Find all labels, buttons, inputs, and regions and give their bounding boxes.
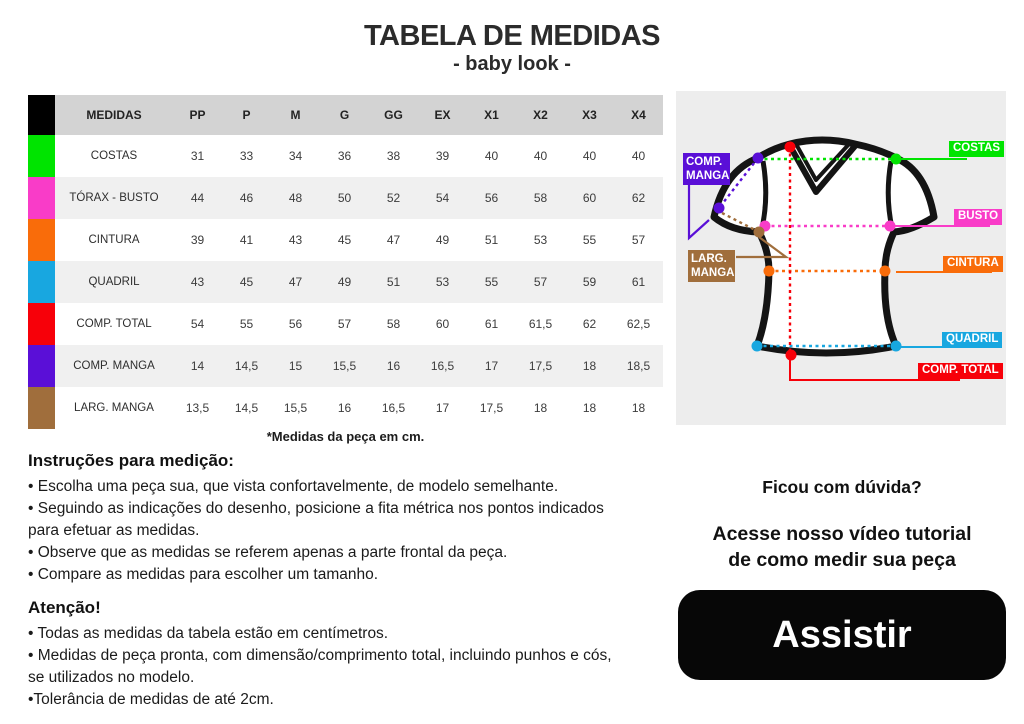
column-header-size: PP: [173, 95, 222, 135]
column-header-size: G: [320, 95, 369, 135]
measurement-value: 62,5: [626, 317, 651, 331]
measurement-value: 43: [190, 275, 205, 289]
measurement-value: 18: [533, 401, 548, 415]
row-color-swatch: [28, 219, 55, 261]
measurement-value: 54: [190, 317, 205, 331]
measurement-value: 56: [484, 191, 499, 205]
measurement-value: 14,5: [234, 401, 259, 415]
table-footnote: *Medidas da peça em cm.: [266, 429, 425, 444]
diagram-label-comp-manga: COMP. MANGA: [683, 153, 730, 185]
left-hip-point: [752, 341, 763, 352]
measurement-value: 15,5: [283, 401, 308, 415]
comp-manga-pointer: [689, 178, 709, 238]
measurement-value: 55: [582, 233, 597, 247]
row-label: CINTURA: [88, 234, 140, 246]
column-header-size: P: [222, 95, 271, 135]
underarm-point: [754, 227, 765, 238]
measurement-value: 59: [582, 275, 597, 289]
help-question: Ficou com dúvida?: [762, 477, 922, 497]
measurement-value: 43: [288, 233, 303, 247]
left-waist-point: [764, 266, 775, 277]
column-header-size: M: [271, 95, 320, 135]
right-shoulder-point: [891, 154, 902, 165]
size-table-body: [28, 135, 663, 429]
bullet-item: • Escolha uma peça sua, que vista confortavelmente, de modelo semelhante.: [28, 478, 559, 495]
measurement-value: 57: [337, 317, 352, 331]
column-header-size: EX: [418, 95, 467, 135]
measurement-value: 45: [239, 275, 254, 289]
instructions-list: [28, 476, 628, 586]
page-subtitle: - baby look -: [453, 53, 571, 75]
row-label: QUADRIL: [88, 276, 140, 288]
measurement-value: 13,5: [185, 401, 210, 415]
help-cta-line1: Acesse nosso vídeo tutorial: [712, 523, 972, 545]
measurement-value: 36: [337, 149, 352, 163]
watch-video-button[interactable]: Assistir: [678, 590, 1006, 680]
table-row: [28, 135, 663, 177]
measurement-value: 46: [239, 191, 254, 205]
measurement-value: 53: [533, 233, 548, 247]
row-color-swatch: [28, 177, 55, 219]
measurement-value: 45: [337, 233, 352, 247]
table-row: [28, 177, 663, 219]
measurement-value: 47: [288, 275, 303, 289]
table-row: [28, 345, 663, 387]
measurement-value: 39: [190, 233, 205, 247]
measurement-value: 15,5: [332, 359, 357, 373]
column-header-size: X1: [467, 95, 516, 135]
measurement-value: 16: [337, 401, 352, 415]
diagram-label-cintura: CINTURA: [943, 256, 1003, 272]
right-waist-point: [880, 266, 891, 277]
measurement-value: 17: [435, 401, 450, 415]
table-row: [28, 387, 663, 429]
table-row: [28, 303, 663, 345]
measurement-value: 18: [582, 359, 597, 373]
instructions-heading: Instruções para medição:: [28, 451, 234, 470]
diagram-label-busto: BUSTO: [954, 209, 1002, 225]
measurement-value: 62: [631, 191, 646, 205]
row-color-swatch: [28, 387, 55, 429]
measurement-value: 16,5: [381, 401, 406, 415]
measurement-value: 48: [288, 191, 303, 205]
column-header-size: X4: [614, 95, 663, 135]
measurement-value: 55: [239, 317, 254, 331]
column-header-size: X3: [565, 95, 614, 135]
row-color-swatch: [28, 345, 55, 387]
measurement-value: 54: [435, 191, 450, 205]
measurement-value: 38: [386, 149, 401, 163]
measurement-value: 31: [190, 149, 205, 163]
row-label: COMP. MANGA: [73, 360, 155, 372]
bullet-item: • Compare as medidas para escolher um tamanho.: [28, 566, 379, 583]
collar-point: [785, 142, 796, 153]
row-color-swatch: [28, 261, 55, 303]
measurement-value: 49: [337, 275, 352, 289]
measurement-value: 58: [533, 191, 548, 205]
measurement-value: 57: [533, 275, 548, 289]
measuring-instructions: [28, 451, 628, 586]
measurement-value: 44: [190, 191, 205, 205]
measurement-value: 14,5: [234, 359, 259, 373]
help-cta-line2: de como medir sua peça: [728, 549, 956, 571]
attention-section: [28, 598, 628, 711]
measurement-value: 50: [337, 191, 352, 205]
measurement-value: 51: [484, 233, 499, 247]
diagram-label-larg-manga: LARG. MANGA: [688, 250, 735, 282]
row-label: LARG. MANGA: [74, 402, 154, 414]
measurement-value: 40: [582, 149, 597, 163]
measurement-value: 34: [288, 149, 303, 163]
measurement-value: 18: [582, 401, 597, 415]
measurement-value: 17: [484, 359, 499, 373]
header-color-swatch: [28, 95, 55, 135]
left-shoulder-point: [753, 153, 764, 164]
page-title: TABELA DE MEDIDAS: [364, 20, 660, 52]
measurement-value: 40: [533, 149, 548, 163]
bullet-item: •Tolerância de medidas de até 2cm.: [28, 691, 274, 708]
measurement-value: 16: [386, 359, 401, 373]
row-label: COMP. TOTAL: [76, 318, 152, 330]
diagram-label-costas: COSTAS: [949, 141, 1004, 157]
measurement-value: 33: [239, 149, 254, 163]
row-label: TÓRAX - BUSTO: [69, 192, 159, 204]
row-label: COSTAS: [90, 150, 138, 162]
measurement-value: 62: [582, 317, 597, 331]
measurement-value: 17,5: [479, 401, 504, 415]
measurement-value: 18: [631, 401, 646, 415]
row-color-swatch: [28, 135, 55, 177]
row-color-swatch: [28, 303, 55, 345]
measurement-value: 18,5: [626, 359, 651, 373]
measurement-value: 41: [239, 233, 254, 247]
column-header-medidas: MEDIDAS: [55, 95, 173, 135]
measurement-value: 51: [386, 275, 401, 289]
size-table: [28, 95, 663, 429]
measurement-value: 60: [582, 191, 597, 205]
bullet-item: • Seguindo as indicações do desenho, posicione a fita métrica nos pontos indicados para efetuar as medidas.: [28, 500, 604, 539]
measurement-value: 49: [435, 233, 450, 247]
measurement-value: 40: [484, 149, 499, 163]
size-table-header-row: [28, 95, 663, 135]
right-bust-point: [885, 221, 896, 232]
hem-point: [786, 350, 797, 361]
measurement-value: 53: [435, 275, 450, 289]
sleeve-end-point: [714, 203, 725, 214]
measurement-value: 61: [484, 317, 499, 331]
measurement-value: 61: [631, 275, 646, 289]
bullet-item: • Observe que as medidas se referem apenas a parte frontal da peça.: [28, 544, 508, 561]
measurement-value: 47: [386, 233, 401, 247]
attention-list: [28, 623, 628, 711]
shirt-diagram-panel: [676, 91, 1006, 425]
measurement-value: 52: [386, 191, 401, 205]
diagram-label-quadril: QUADRIL: [942, 332, 1002, 348]
help-cta: [678, 521, 1006, 573]
bullet-item: • Medidas de peça pronta, com dimensão/comprimento total, incluindo punhos e cós, se utilizados no modelo.: [28, 647, 612, 686]
measurement-value: 58: [386, 317, 401, 331]
measurement-value: 55: [484, 275, 499, 289]
measurement-value: 17,5: [528, 359, 553, 373]
measurement-value: 14: [190, 359, 205, 373]
measurement-value: 57: [631, 233, 646, 247]
right-hip-point: [891, 341, 902, 352]
measurement-value: 56: [288, 317, 303, 331]
measurement-value: 39: [435, 149, 450, 163]
measurement-value: 16,5: [430, 359, 455, 373]
table-row: [28, 219, 663, 261]
column-header-size: GG: [369, 95, 418, 135]
measurement-value: 40: [631, 149, 646, 163]
table-row: [28, 261, 663, 303]
diagram-label-comp-total: COMP. TOTAL: [918, 363, 1003, 379]
measurement-value: 60: [435, 317, 450, 331]
measurement-value: 61,5: [528, 317, 553, 331]
column-header-size: X2: [516, 95, 565, 135]
measurement-value: 15: [288, 359, 303, 373]
bullet-item: • Todas as medidas da tabela estão em centímetros.: [28, 625, 389, 642]
attention-heading: Atenção!: [28, 598, 101, 617]
